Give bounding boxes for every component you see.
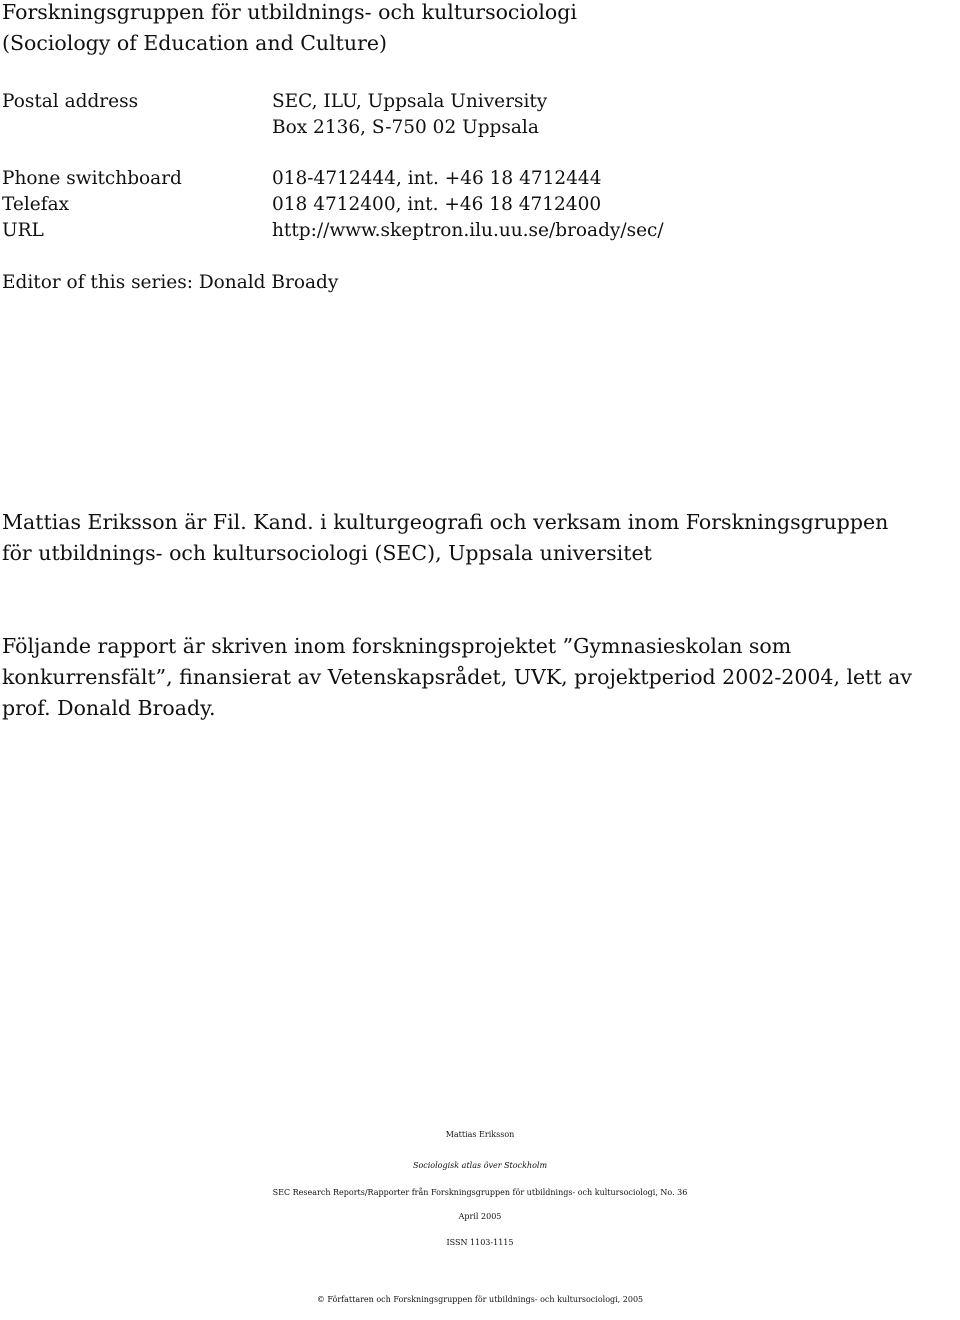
phone-value: 018-4712444, int. +46 18 4712444: [272, 168, 602, 189]
project-note-line1: Följande rapport är skriven inom forskningsprojektet ”Gymnasieskolan som: [2, 634, 792, 658]
series-editor: Editor of this series: Donald Broady: [2, 272, 339, 293]
author-bio-line1: Mattias Eriksson är Fil. Kand. i kulturgeografi och verksam inom Forskningsgruppen: [2, 510, 889, 534]
publication-date: April 2005: [458, 1212, 502, 1221]
copyright-icon: ©: [316, 1295, 325, 1304]
institution-name: Forskningsgruppen för utbildnings- och kultursociologi: [2, 0, 577, 24]
institution-name-english: (Sociology of Education and Culture): [2, 31, 388, 55]
copyright-notice: [0, 1295, 960, 1304]
publication-issn: ISSN 1103-1115: [446, 1238, 514, 1247]
author-bio-line2: för utbildnings- och kultursociologi (SEC), Uppsala universitet: [2, 541, 652, 565]
project-note-line3: prof. Donald Broady.: [2, 696, 216, 720]
phone-label: Phone switchboard: [2, 168, 182, 189]
fax-value: 018 4712400, int. +46 18 4712400: [272, 194, 602, 215]
publication-author: Mattias Eriksson: [445, 1130, 515, 1139]
url-link[interactable]: http://www.skeptron.ilu.uu.se/broady/sec/: [272, 220, 664, 241]
url-label: URL: [2, 220, 44, 241]
postal-address-label: Postal address: [2, 91, 139, 112]
postal-address-line2: Box 2136, S-750 02 Uppsala: [272, 117, 539, 138]
publication-title: Sociologisk atlas över Stockholm: [412, 1161, 548, 1170]
postal-address-line1: SEC, ILU, Uppsala University: [272, 91, 548, 112]
copyright-text: Författaren och Forskningsgruppen för utbildnings- och kultursociologi, 2005: [327, 1295, 644, 1304]
fax-label: Telefax: [2, 194, 70, 215]
project-note-line2: konkurrensfält”, finansierat av Vetenskapsrådet, UVK, projektperiod 2002-2004, lett av: [2, 665, 912, 689]
publication-series: SEC Research Reports/Rapporter från Forskningsgruppen för utbildnings- och kultursociologi, No. 36: [272, 1188, 688, 1197]
